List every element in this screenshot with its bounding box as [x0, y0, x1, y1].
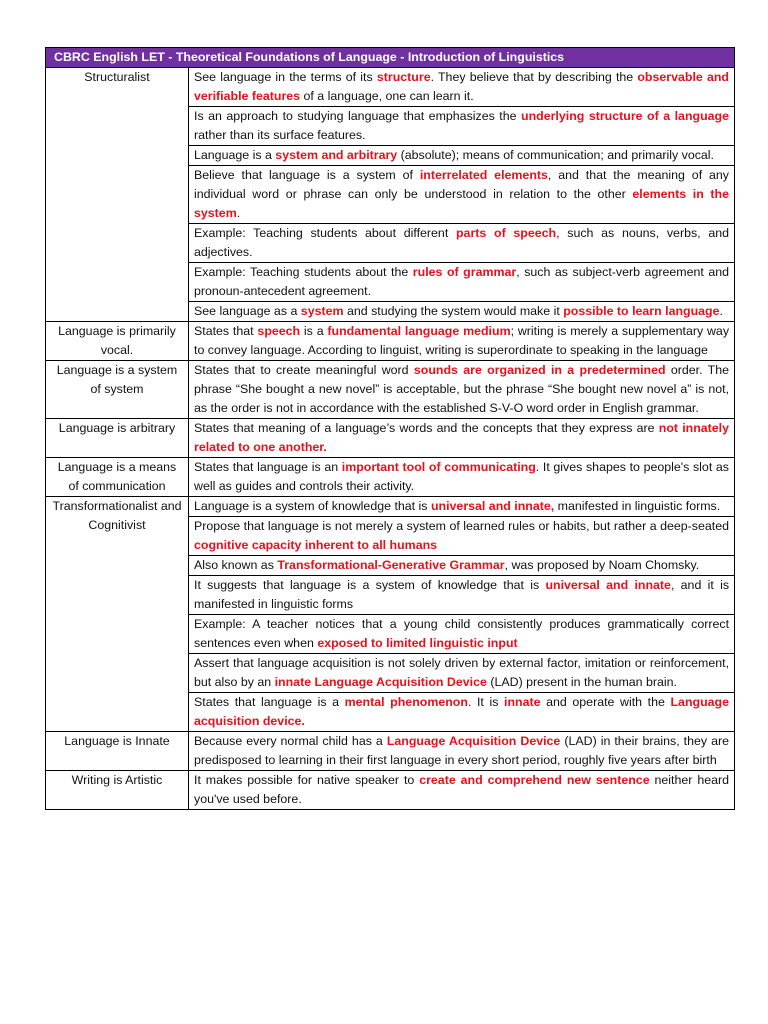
text-segment: It suggests that language is a system of knowledge that is	[194, 578, 546, 592]
text-segment: Also known as	[194, 558, 278, 572]
term-cell: Language is a system of system	[46, 361, 189, 419]
highlighted-text: universal and innate,	[430, 499, 555, 513]
description-cell	[189, 497, 735, 517]
text-segment: .	[236, 206, 241, 220]
highlighted-text: innate	[504, 695, 541, 709]
text-segment: Is an approach to studying language that emphasizes the	[194, 109, 522, 123]
highlighted-text: exposed to limited linguistic input	[317, 636, 518, 650]
text-segment: and studying the system would make it	[343, 304, 564, 318]
highlighted-text: elements in the system	[194, 187, 730, 220]
table-row	[46, 497, 735, 517]
term-cell: Structuralist	[46, 68, 189, 322]
highlighted-text: sounds are organized in a predetermined	[413, 363, 666, 377]
highlighted-text: possible to learn language	[563, 304, 720, 318]
text-segment: , and it is manifested in linguistic forms	[194, 578, 730, 611]
highlighted-text: system	[300, 304, 344, 318]
table-row	[46, 771, 735, 810]
highlighted-text: Language acquisition device.	[194, 695, 730, 728]
table-row	[46, 322, 735, 361]
text-segment: , such as subject-verb agreement and pronoun-antecedent agreement.	[194, 265, 730, 298]
term-cell: Language is arbitrary	[46, 419, 189, 458]
description-cell	[189, 517, 735, 556]
text-segment: See language as a	[194, 304, 301, 318]
highlighted-text: cognitive capacity inherent to all humans	[194, 538, 438, 552]
document-page	[45, 47, 734, 810]
text-segment: of a language, one can learn it.	[300, 89, 474, 103]
term-cell: Language is a means of communication	[46, 458, 189, 497]
text-segment: States that meaning of a language’s words and the concepts that they express are	[194, 421, 659, 435]
description-cell	[189, 68, 735, 107]
text-segment: Example: A teacher notices that a young child consistently produces grammatically correct sentences even when	[194, 617, 730, 650]
description-cell	[189, 771, 735, 810]
table-row	[46, 68, 735, 107]
text-segment: Propose that language is not merely a system of learned rules or habits, but rather a deep-seated	[194, 519, 730, 533]
highlighted-text: Language Acquisition Device	[386, 734, 561, 748]
text-segment: is a	[300, 324, 328, 338]
highlighted-text: universal and innate	[545, 578, 671, 592]
text-segment: (absolute); means of communication; and primarily vocal.	[397, 148, 714, 162]
text-segment: , and that the meaning of any individual word or phrase can only be understood in relation to the other	[194, 168, 729, 201]
text-segment: See language in the terms of its	[194, 70, 377, 84]
table-row	[46, 732, 735, 771]
table-body	[46, 68, 735, 810]
linguistics-table	[45, 47, 735, 810]
highlighted-text: system and arbitrary	[275, 148, 398, 162]
term-cell: Writing is Artistic	[46, 771, 189, 810]
text-segment: rather than its surface features.	[194, 128, 366, 142]
description-cell	[189, 302, 735, 322]
term-cell: Language is Innate	[46, 732, 189, 771]
text-segment: Language is a system of knowledge that is	[194, 499, 431, 513]
description-cell	[189, 458, 735, 497]
highlighted-text: parts of speech	[455, 226, 557, 240]
description-cell	[189, 693, 735, 732]
text-segment: States that to create meaningful word	[194, 363, 414, 377]
highlighted-text: fundamental language medium	[327, 324, 511, 338]
text-segment: order. The phrase “She bought a new novel” is acceptable, but the phrase “She bought new novel a” is not, as the order is not in accordance with the established S-V-O word order in English grammar.	[194, 363, 730, 415]
term-cell: Transformationalist and Cognitivist	[46, 497, 189, 732]
description-cell	[189, 654, 735, 693]
description-cell	[189, 732, 735, 771]
text-segment: Language is a	[194, 148, 276, 162]
text-segment: (LAD) in their brains, they are predisposed to learning in their first language in every short period, roughly five years after birth	[194, 734, 730, 767]
highlighted-text: innate Language Acquisition Device	[274, 675, 487, 689]
text-segment: ; writing is merely a supplementary way to convey language. According to linguist, writing is superordinate to speaking in the language	[194, 324, 730, 357]
highlighted-text: structure	[376, 70, 431, 84]
highlighted-text: Transformational-Generative Grammar	[277, 558, 505, 572]
highlighted-text: rules of grammar	[412, 265, 517, 279]
description-cell	[189, 322, 735, 361]
text-segment: States that language is an	[194, 460, 342, 474]
table-row	[46, 458, 735, 497]
description-cell	[189, 576, 735, 615]
text-segment: .	[719, 304, 723, 318]
text-segment: neither heard you've used before.	[194, 773, 730, 806]
description-cell	[189, 263, 735, 302]
text-segment: . It gives shapes to people's slot as well as guides and controls their activity.	[194, 460, 730, 493]
description-cell	[189, 166, 735, 224]
text-segment: . They believe that by describing the	[430, 70, 638, 84]
text-segment: Example: Teaching students about different	[194, 226, 456, 240]
highlighted-text: observable and verifiable features	[194, 70, 729, 103]
text-segment: It makes possible for native speaker to	[194, 773, 420, 787]
highlighted-text: important tool of communicating	[341, 460, 536, 474]
description-cell	[189, 224, 735, 263]
table-header-row	[46, 48, 735, 68]
text-segment: Assert that language acquisition is not solely driven by external factor, imitation or reinforcement, but also by an	[194, 656, 730, 689]
text-segment: and operate with the	[540, 695, 671, 709]
description-cell	[189, 361, 735, 419]
highlighted-text: not innately related to one another.	[194, 421, 730, 454]
text-segment: States that language is a	[194, 695, 345, 709]
description-cell	[189, 615, 735, 654]
text-segment: Because every normal child has a	[194, 734, 387, 748]
text-segment: States that	[194, 324, 258, 338]
text-segment: Believe that language is a system of	[194, 168, 420, 182]
highlighted-text: mental phenomenon	[344, 695, 468, 709]
text-segment: , such as nouns, verbs, and adjectives.	[194, 226, 729, 259]
text-segment: (LAD) present in the human brain.	[486, 675, 677, 689]
description-cell	[189, 556, 735, 576]
text-segment: . It is	[467, 695, 505, 709]
text-segment: , was proposed by Noam Chomsky.	[504, 558, 700, 572]
text-segment: manifested in linguistic forms.	[554, 499, 721, 513]
highlighted-text: interrelated elements	[419, 168, 548, 182]
highlighted-text: speech	[257, 324, 301, 338]
term-cell: Language is primarily vocal.	[46, 322, 189, 361]
description-cell	[189, 107, 735, 146]
table-row	[46, 361, 735, 419]
table-title: CBRC English LET - Theoretical Foundations of Language - Introduction of Linguistics	[46, 48, 735, 68]
table-row	[46, 419, 735, 458]
description-cell	[189, 419, 735, 458]
text-segment: Example: Teaching students about the	[194, 265, 413, 279]
highlighted-text: create and comprehend new sentence	[419, 773, 650, 787]
highlighted-text: underlying structure of a language	[521, 109, 730, 123]
description-cell	[189, 146, 735, 166]
